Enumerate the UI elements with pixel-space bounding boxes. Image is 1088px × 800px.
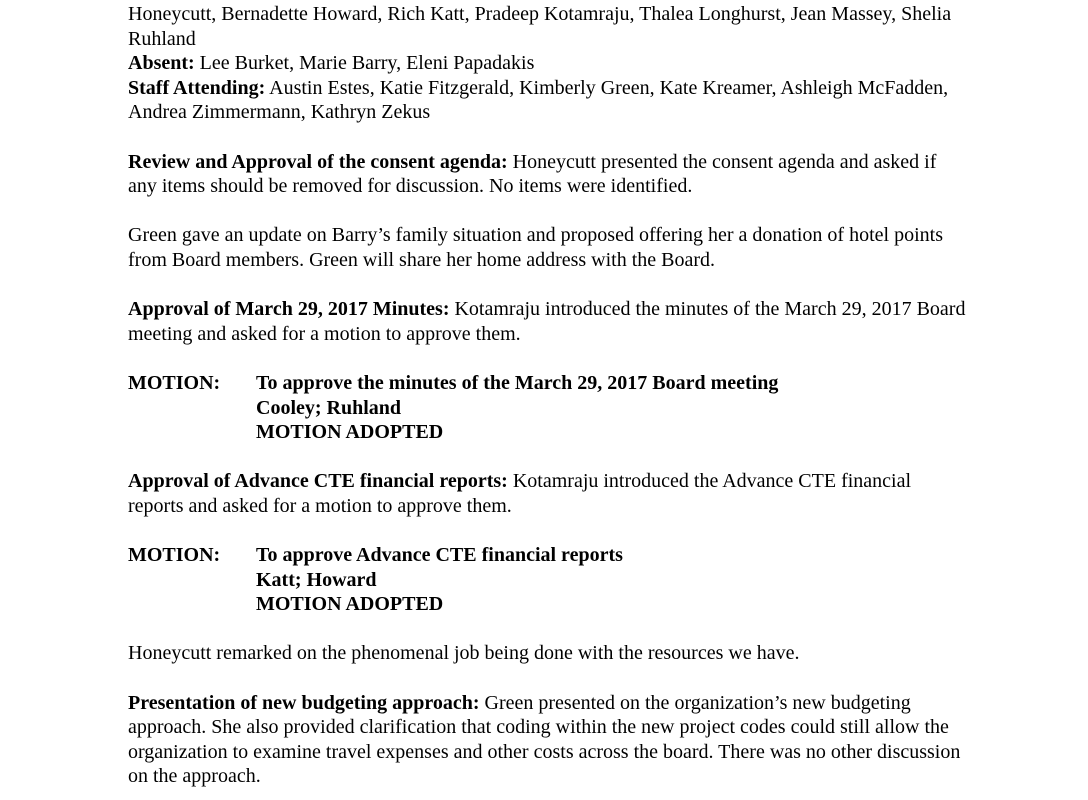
consent-agenda-heading: Review and Approval of the consent agenda: <box>128 150 508 173</box>
budgeting-heading: Presentation of new budgeting approach: <box>128 691 480 714</box>
consent-agenda-text: Honeycutt presented the consent agenda and asked if any items should be removed for discussion. No items were identified. <box>128 150 937 198</box>
consent-agenda-paragraph <box>128 150 968 199</box>
spacer <box>128 445 968 470</box>
minutes-approval-heading: Approval of March 29, 2017 Minutes: <box>128 298 450 321</box>
staff-attending-list: Austin Estes, Katie Fitzgerald, Kimberly Green, Kate Kreamer, Ashleigh McFadden, Andrea Zimmermann, Kathryn Zekus <box>128 76 949 124</box>
present-members-list: Honeycutt, Bernadette Howard, Rich Katt, Pradeep Kotamraju, Thalea Longhurst, Jean Massey, Shelia Ruhland <box>128 3 952 50</box>
spacer <box>128 273 968 298</box>
spacer <box>128 617 968 642</box>
barry-update-paragraph: Green gave an update on Barry’s family situation and proposed offering her a donation of hotel points from Board members. Green will share her home address with the Board. <box>128 224 943 271</box>
absent-list: Lee Burket, Marie Barry, Eleni Papadakis <box>194 52 535 75</box>
motion-body <box>256 543 968 617</box>
motion-movers: Katt; Howard <box>256 568 377 591</box>
budgeting-text: Green presented on the organization’s new budgeting approach. She also provided clarification that coding within the new project codes could still allow the organization to examine travel expenses and other costs across the board. There was no other discussion on the approach. <box>128 691 961 788</box>
motion-description: To approve the minutes of the March 29, 2017 Board meeting <box>256 371 779 394</box>
motion-result: MOTION ADOPTED <box>256 593 444 616</box>
financial-reports-text: Kotamraju introduced the Advance CTE financial reports and asked for a motion to approve them. <box>128 470 912 517</box>
minutes-document <box>128 2 968 789</box>
spacer <box>128 666 968 691</box>
staff-attending-paragraph <box>128 76 968 125</box>
motion-block-minutes <box>128 371 968 445</box>
motion-block-financial <box>128 543 968 617</box>
present-members-text <box>128 2 968 51</box>
minutes-approval-paragraph <box>128 297 968 346</box>
motion-label: MOTION: <box>128 544 221 567</box>
financial-reports-heading: Approval of Advance CTE financial reports: <box>128 470 508 493</box>
motion-movers: Cooley; Ruhland <box>256 396 402 419</box>
spacer <box>128 346 968 371</box>
motion-body <box>256 371 968 445</box>
minutes-approval-text: Kotamraju introduced the minutes of the March 29, 2017 Board meeting and asked for a motion to approve them. <box>128 298 966 345</box>
budgeting-paragraph <box>128 691 968 789</box>
spacer <box>128 518 968 543</box>
motion-label: MOTION: <box>128 371 221 394</box>
staff-attending-label: Staff Attending: <box>128 76 266 99</box>
remark-paragraph: Honeycutt remarked on the phenomenal job being done with the resources we have. <box>128 642 800 665</box>
financial-reports-paragraph <box>128 469 968 518</box>
absent-paragraph <box>128 51 968 76</box>
absent-label: Absent: <box>128 52 195 75</box>
motion-description: To approve Advance CTE financial reports <box>256 544 623 567</box>
motion-result: MOTION ADOPTED <box>256 421 444 444</box>
spacer <box>128 125 968 150</box>
spacer <box>128 199 968 224</box>
